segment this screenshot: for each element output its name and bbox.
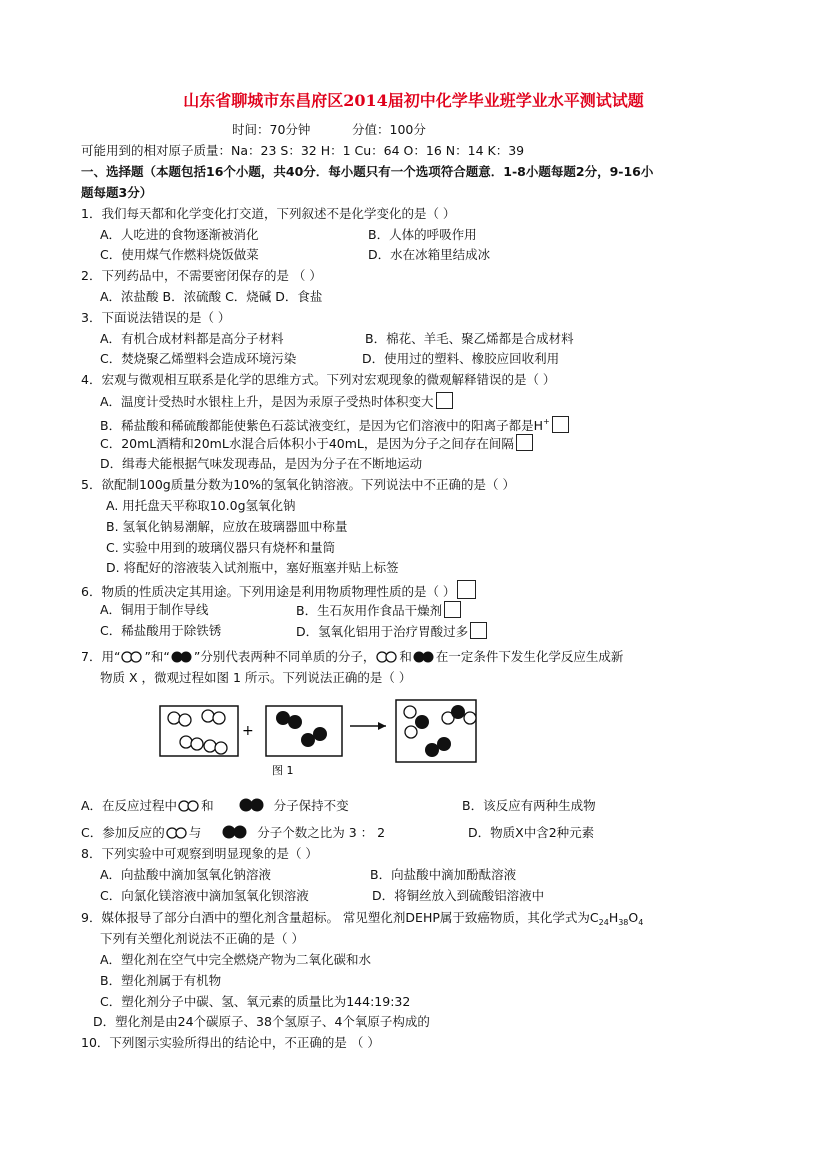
section-heading-cont: 题每题3分）	[81, 185, 153, 200]
formula-element: H	[608, 910, 619, 925]
formula-element: O	[628, 910, 639, 925]
q4-option-b-text: B．稀盐酸和稀硫酸都能使紫色石蕊试液变红，是因为它们溶液中的阳离子都是H	[100, 418, 543, 433]
q7-option-c-part: 分子个数之比为 3 ： 2	[257, 825, 386, 840]
black-molecule-icon	[222, 825, 248, 839]
q7-option-a-part: A．在反应过程中	[81, 798, 178, 813]
q3-option-b: B．棉花、羊毛、聚乙烯都是合成材料	[365, 331, 574, 346]
q9-option-d: D．塑化剂是由24个碳原子、38个氢原子、4个氧原子构成的	[93, 1014, 430, 1029]
product-box	[396, 700, 476, 762]
q1-option-a: A．人吃进的食物逐渐被消化	[100, 227, 259, 242]
reaction-figure	[158, 698, 478, 778]
answer-box	[516, 434, 533, 451]
q8-option-a: A．向盐酸中滴加氢氧化钠溶液	[100, 867, 272, 882]
q4-option-c-text: C．20mL酒精和20mL水混合后体积小于40mL，是因为分子之间存在间隔	[100, 436, 514, 451]
q4-option-d: D．缉毒犬能根据气味发现毒品，是因为分子在不断地运动	[100, 456, 423, 471]
q6-option-d	[296, 622, 487, 641]
answer-box	[470, 622, 487, 639]
q2-options: A．浓盐酸 B．浓硫酸 C．烧碱 D．食盐	[100, 289, 323, 304]
q9-stem-text: 9．媒体报导了部分白酒中的塑化剂含量超标。 常见塑化剂DEHP属于致癌物质，其化学式为C	[81, 910, 599, 925]
q7-stem-part: 7．用“	[81, 649, 121, 664]
q9-option-a: A．塑化剂在空气中完全燃烧产物为二氧化碳和水	[100, 952, 372, 967]
q3-option-c: C．焚烧聚乙烯塑料会造成环境污染	[100, 351, 297, 366]
q7-stem	[81, 648, 623, 666]
q7-option-d: D．物质X中含2种元素	[468, 825, 595, 840]
q3-option-d: D．使用过的塑料、橡胶应回收利用	[362, 351, 560, 366]
q6-option-a: A．铜用于制作导线	[100, 602, 209, 617]
q1-option-d: D．水在冰箱里结成冰	[368, 247, 491, 262]
q6-option-b	[296, 601, 461, 620]
q4-option-c	[100, 434, 533, 453]
q9-option-b: B．塑化剂属于有机物	[100, 973, 222, 988]
q3-stem: 3．下面说法错误的是（ ）	[81, 310, 231, 325]
q6-stem	[81, 580, 476, 601]
plus-sign: +	[242, 723, 254, 739]
q7-option-c-part: 与	[188, 825, 202, 840]
q5-option-c: C. 实验中用到的玻璃仪器只有烧杯和量筒	[106, 540, 336, 555]
answer-box	[552, 416, 569, 433]
q4-option-a	[100, 392, 453, 411]
reactant-box-white	[160, 706, 238, 756]
q7-option-a-part: 分子保持不变	[273, 798, 349, 813]
q6-option-d-text: D．氢氧化铝用于治疗胃酸过多	[296, 624, 469, 639]
q7-stem-part: ”和“	[144, 649, 170, 664]
q5-option-b: B. 氢氧化钠易潮解，应放在玻璃器皿中称量	[106, 519, 348, 534]
q6-option-c: C．稀盐酸用于除铁锈	[100, 623, 222, 638]
q9-stem	[81, 909, 643, 932]
q2-stem: 2．下列药品中，不需要密闭保存的是 （ ）	[81, 268, 322, 283]
white-molecule-icon	[121, 651, 143, 663]
answer-box	[457, 580, 476, 599]
black-molecule-icon	[239, 798, 265, 812]
q1-option-c: C．使用煤气作燃料烧饭做菜	[100, 247, 259, 262]
q8-option-d: D．将铜丝放入到硫酸铝溶液中	[372, 888, 545, 903]
q7-option-c-part: C．参加反应的	[81, 825, 165, 840]
reactant-box-black	[266, 706, 342, 756]
atomic-mass-line: 可能用到的相对原子质量：Na：23 S：32 H：1 Cu：64 O：16 N：14 K：39	[81, 143, 525, 158]
section-heading: 一、选择题（本题包括16个小题，共40分．每小题只有一个选项符合题意．1-8小题每题2分，9-16小	[81, 164, 654, 179]
q4-stem: 4．宏观与微观相互联系是化学的思维方式。下列对宏观现象的微观解释错误的是（ ）	[81, 372, 556, 387]
figure-label: 图 1	[272, 764, 294, 777]
white-molecule-icon	[376, 651, 398, 663]
q8-stem: 8．下列实验中可观察到明显现象的是（ ）	[81, 846, 318, 861]
q5-stem: 5．欲配制100g质量分数为10%的氢氧化钠溶液。下列说法中不正确的是（ ）	[81, 477, 516, 492]
white-molecule-icon	[166, 827, 188, 839]
q4-option-b-superscript: +	[542, 417, 550, 426]
q9-stem-cont: 下列有关塑化剂说法不正确的是（ ）	[100, 931, 304, 946]
q6-option-b-text: B．生石灰用作食品干燥剂	[296, 603, 443, 618]
q7-stem-part: 在一定条件下发生化学反应生成新	[435, 649, 624, 664]
q10-stem: 10．下列图示实验所得出的结论中，不正确的是 （ ）	[81, 1035, 380, 1050]
q7-stem-part: ”分别代表两种不同单质的分子，	[193, 649, 376, 664]
q8-option-c: C．向氯化镁溶液中滴加氢氧化钡溶液	[100, 888, 309, 903]
q6-stem-text: 6．物质的性质决定其用途。下列用途是利用物质物理性质的是（ ）	[81, 584, 456, 599]
q5-option-a: A. 用托盘天平称取10.0g氢氧化钠	[106, 498, 296, 513]
q1-option-b: B．人体的呼吸作用	[368, 227, 477, 242]
q7-option-a	[81, 797, 349, 815]
answer-box	[436, 392, 453, 409]
q1-stem: 1．我们每天都和化学变化打交道，下列叙述不是化学变化的是（ ）	[81, 206, 456, 221]
q7-stem-cont: 物质 X ，微观过程如图 1 所示。下列说法正确的是（ ）	[100, 670, 412, 685]
q3-option-a: A．有机合成材料都是高分子材料	[100, 331, 284, 346]
exam-score: 分值：100分	[352, 122, 426, 137]
formula-subscript: 24	[598, 918, 609, 927]
black-molecule-icon	[171, 651, 193, 663]
black-molecule-icon	[413, 651, 435, 663]
exam-title: 山东省聊城市东昌府区2014届初中化学毕业班学业水平测试试题	[183, 91, 644, 110]
q7-option-b: B．该反应有两种生成物	[462, 798, 596, 813]
q7-option-a-part: 和	[201, 798, 214, 813]
exam-time: 时间：70分钟	[232, 122, 311, 137]
white-molecule-icon	[178, 800, 200, 812]
q7-option-c	[81, 824, 385, 842]
answer-box	[444, 601, 461, 618]
formula-subscript: 38	[618, 918, 629, 927]
q9-option-c: C．塑化剂分子中碳、氢、氧元素的质量比为144:19:32	[100, 994, 411, 1009]
formula-subscript: 4	[638, 918, 644, 927]
q5-option-d: D. 将配好的溶液装入试剂瓶中，塞好瓶塞并贴上标签	[106, 560, 399, 575]
q7-stem-part: 和	[399, 649, 412, 664]
q8-option-b: B．向盐酸中滴加酚酞溶液	[370, 867, 517, 882]
q4-option-b	[100, 413, 569, 435]
q4-option-a-text: A．温度计受热时水银柱上升，是因为汞原子受热时体积变大	[100, 394, 434, 409]
